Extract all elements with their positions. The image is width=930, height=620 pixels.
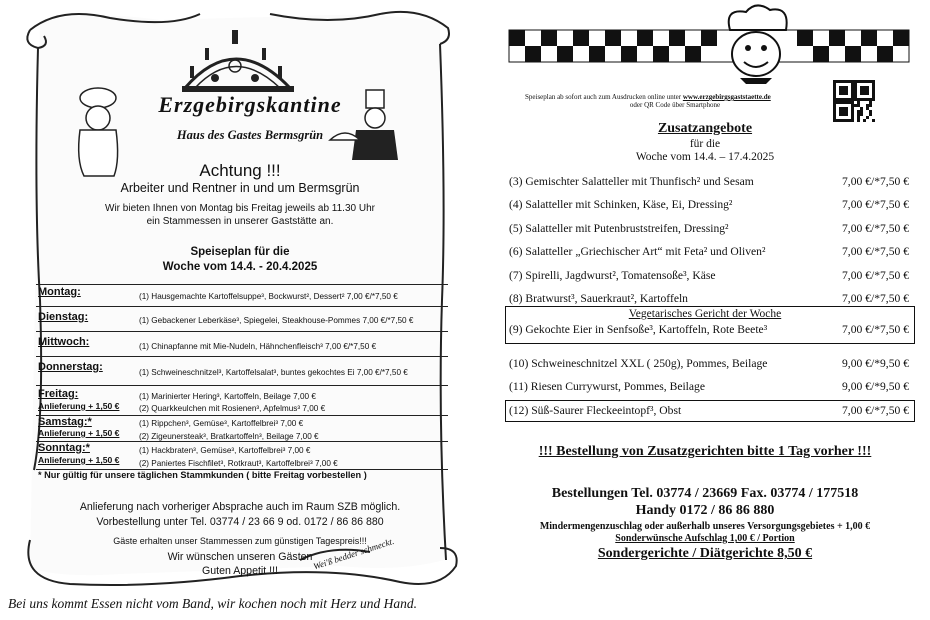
menu-item-name: (11) Riesen Currywurst, Pommes, Beilage [509,380,705,393]
logo-title: Erzgebirgskantine [158,92,342,117]
menu-item-name: (10) Schweineschnitzel XXL ( 250g), Pommes, Beilage [509,357,768,370]
table-divider [36,331,448,332]
orders-phone: Bestellungen Tel. 03774 / 23669 Fax. 03774 / 177518 [551,486,859,501]
vegetarian-title: Vegetarisches Gericht der Woche [628,308,782,320]
day-label: Samstag:* [38,416,92,428]
menu-item-name: (3) Gemischter Salatteller mit Thunfisch² und Sesam [509,175,754,188]
menu-item-name: (12) Süß-Saurer Fleckeeintopf³, Obst [509,404,682,417]
right-flyer [465,0,930,620]
offers-week: Woche vom 14.4. – 17.4.2025 [635,151,775,163]
order-notice: !!! Bestellung von Zusatzgerichten bitte 1 Tag vorher !!! [538,444,872,459]
menu-item [509,245,909,258]
table-divider [36,415,448,416]
checker-square [653,46,669,62]
day-label: Donnerstag: [38,361,103,373]
menu-item [509,222,909,235]
checker-square [877,46,893,62]
menu-item [509,404,909,417]
checker-square [541,30,557,46]
menu-item-price: 7,00 €/*7,50 € [842,175,909,188]
menu-item-name: (8) Bratwurst³, Sauerkraut², Kartoffeln [509,292,688,305]
day-label: Montag: [38,286,81,298]
print-note-2: oder QR Code über Smartphone [629,101,721,109]
checker-square [813,46,829,62]
delivery-note-1: Anlieferung nach vorheriger Absprache auch im Raum SZB möglich. [79,501,401,513]
dish-item: (1) Schweineschnitzel³, Kartoffelsalat³, buntes gekochtes Ei 7,00 €/*7,50 € [139,368,408,377]
checker-square [573,30,589,46]
menu-item-name: (4) Salatteller mit Schinken, Käse, Ei, Dressing² [509,198,733,211]
offer-line-2: ein Stammessen in unserer Gaststätte an. [146,216,334,227]
offer-line-1: Wir bieten Ihnen von Montag bis Freitag jeweils ab 11.30 Uhr [105,203,375,214]
audience-text: Arbeiter und Rentner in und um Bermsgrün [120,181,360,195]
table-divider [36,284,448,285]
special-request-note: Sonderwünsche Aufschlag 1,00 € / Portion [615,533,795,544]
day-label: Sonntag:* [38,442,90,454]
menu-item-price: 7,00 €/*7,50 € [842,323,909,336]
signature: Wei'ß bedder schmeckt. [312,535,396,572]
menu-item-name: (9) Gekochte Eier in Senfsoße³, Kartoffeln, Rote Beete³ [509,323,768,336]
checker-square [893,30,909,46]
menu-item [509,357,909,370]
checker-square [685,46,701,62]
wish-line-1: Wir wünschen unseren Gästen [167,551,313,563]
menu-item [509,269,909,282]
checker-square [557,46,573,62]
menu-item-name: (6) Salatteller „Griechischer Art“ mit Feta² und Oliven² [509,245,766,258]
menu-item [509,198,909,211]
delivery-note-2: Vorbestellung unter Tel. 03774 / 23 66 9 od. 0172 / 86 86 880 [96,516,384,528]
dish-item: (1) Rippchen³, Gemüse³, Kartoffelbrei³ 7,00 € [139,419,304,428]
dish-item: (1) Hausgemachte Kartoffelsuppe³, Bockwurst², Dessert² 7,00 €/*7,50 € [139,292,398,301]
delivery-surcharge: Anlieferung + 1,50 € [38,455,120,465]
table-divider [36,356,448,357]
dish-item: (1) Chinapfanne mit Mie-Nudeln, Hähnchenfleisch³ 7,00 €/*7,50 € [139,342,377,351]
checker-square [829,30,845,46]
menu-item-price: 7,00 €/*7,50 € [842,404,909,417]
min-quantity-note: Mindermengenzuschlag oder außerhalb unseres Versorgungsgebietes + 1,00 € [539,521,871,532]
menu-item-price: 7,00 €/*7,50 € [842,198,909,211]
menu-item-price: 7,00 €/*7,50 € [842,292,909,305]
wish-line-2: Guten Appetit !!! [202,565,278,577]
plan-week: Woche vom 14.4. - 20.4.2025 [162,261,318,273]
day-label: Dienstag: [38,311,89,323]
dish-item: (1) Gebackener Leberkäse³, Spiegelei, Steakhouse-Pommes 7,00 €/*7,50 € [139,316,414,325]
checker-square [621,46,637,62]
plan-title: Speiseplan für die [190,246,290,258]
checker-square [669,30,685,46]
checker-square [637,30,653,46]
checker-square [845,46,861,62]
dish-item: (1) Marinierter Hering³, Kartoffeln, Beilage 7,00 € [139,392,316,401]
menu-item-price: 9,00 €/*9,50 € [842,380,909,393]
logo-subtitle: Haus des Gastes Bermsgrün [176,128,324,142]
menu-item-price: 9,00 €/*9,50 € [842,357,909,370]
menu-item [509,292,909,305]
menu-item [509,380,909,393]
attention-heading: Achtung !!! [199,161,281,180]
slogan: Bei uns kommt Essen nicht vom Band, wir kochen noch mit Herz und Hand. [8,596,418,611]
menu-item-price: 7,00 €/*7,50 € [842,222,909,235]
dish-item: (1) Hackbraten³, Gemüse³, Kartoffelbrei³ 7,00 € [139,446,311,455]
website-link[interactable]: www.erzgebirgsgaststaette.de [682,93,771,101]
stammkunden-note: * Nur gültig für unsere täglichen Stammkunden ( bitte Freitag vorbestellen ) [38,470,367,480]
table-divider [36,441,448,442]
chef-head-icon [710,2,800,84]
menu-item-price: 7,00 €/*7,50 € [842,245,909,258]
checker-square [525,46,541,62]
checker-square [861,30,877,46]
menu-item-name: (5) Salatteller mit Putenbruststreifen, Dressing² [509,222,729,235]
menu-item-name: (7) Spirelli, Jagdwurst², Tomatensoße³, Käse [509,269,716,282]
checker-square [589,46,605,62]
checker-square [509,30,525,46]
day-label: Freitag: [38,388,79,400]
qr-code-icon[interactable] [833,80,875,122]
offers-for: für die [689,138,721,150]
diet-meals-note: Sondergerichte / Diätgerichte 8,50 € [597,546,813,561]
checker-square [605,30,621,46]
delivery-surcharge: Anlieferung + 1,50 € [38,401,120,411]
table-divider [36,306,448,307]
handy-number: Handy 0172 / 86 86 880 [635,503,775,518]
menu-item [509,323,909,336]
guests-note: Gäste erhalten unser Stammessen zum günstigen Tagespreis!!! [113,536,367,546]
delivery-surcharge: Anlieferung + 1,50 € [38,428,120,438]
day-label: Mittwoch: [38,336,90,348]
menu-item [509,175,909,188]
print-note-1: Speiseplan ab sofort auch zum Ausdrucken online unter www.erzgebirgsgaststaette.de [525,93,771,101]
menu-item-price: 7,00 €/*7,50 € [842,269,909,282]
dish-item: (2) Paniertes Fischfilet³, Rotkraut³, Kartoffelbrei³ 7,00 € [139,459,338,468]
table-divider [36,385,448,386]
offers-title: Zusatzangebote [657,121,753,136]
dish-item: (2) Quarkkeulchen mit Rosienen³, Apfelmus³ 7,00 € [139,404,326,413]
dish-item: (2) Zigeunersteak³, Bratkartoffeln³, Beilage 7,00 € [139,432,319,441]
